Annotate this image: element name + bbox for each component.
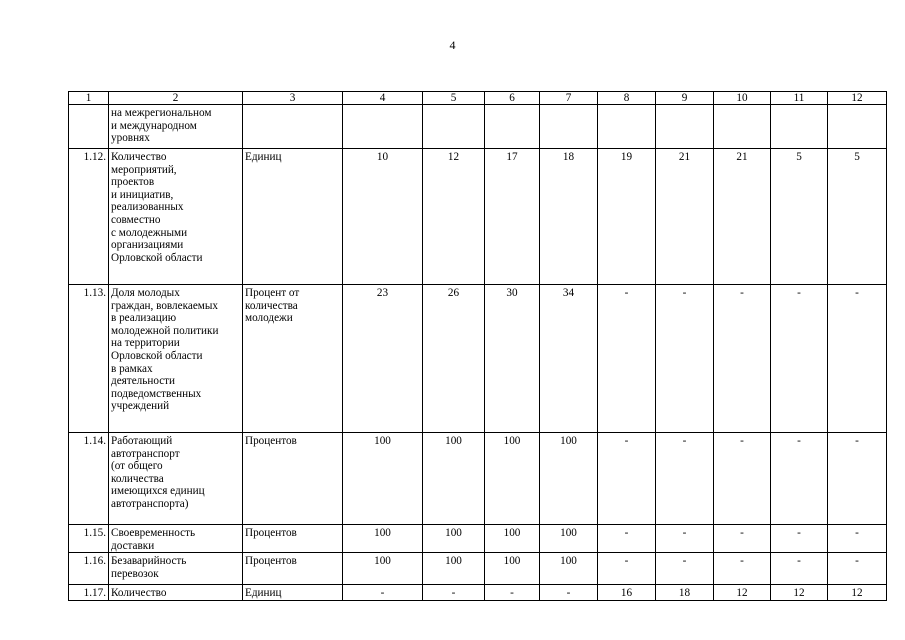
value-cell [656, 105, 714, 149]
value-cell: 100 [485, 553, 540, 585]
column-number: 9 [656, 92, 714, 105]
row-number-cell: 1.16. [69, 553, 109, 585]
unit-cell: Процентов [243, 553, 343, 585]
row-number-cell: 1.13. [69, 285, 109, 433]
table-row [69, 285, 887, 433]
value-cell: 100 [423, 433, 485, 525]
value-cell: - [828, 553, 887, 585]
column-number: 1 [69, 92, 109, 105]
indicator-name-cell: Своевременность доставки [109, 525, 243, 553]
column-number: 8 [598, 92, 656, 105]
value-cell: 10 [343, 149, 423, 285]
value-cell: - [771, 553, 828, 585]
value-cell: - [828, 285, 887, 433]
value-cell: - [714, 525, 771, 553]
value-cell: - [714, 285, 771, 433]
unit-cell: Процентов [243, 433, 343, 525]
column-number: 12 [828, 92, 887, 105]
indicator-name-cell: Количество [109, 585, 243, 601]
value-cell: - [828, 433, 887, 525]
value-cell: 100 [540, 553, 598, 585]
unit-cell: Процент от количества молодежи [243, 285, 343, 433]
row-number-cell: 1.14. [69, 433, 109, 525]
value-cell: 100 [343, 525, 423, 553]
value-cell: 100 [540, 433, 598, 525]
row-number-cell: 1.12. [69, 149, 109, 285]
value-cell: 100 [423, 525, 485, 553]
column-number: 11 [771, 92, 828, 105]
column-number: 2 [109, 92, 243, 105]
page-number: 4 [449, 38, 456, 52]
value-cell: - [828, 525, 887, 553]
indicator-name-cell: Количество мероприятий, проектов и инициатив, реализованных совместно с молодежными организациями Орловской области [109, 149, 243, 285]
indicator-name-cell: Работающий автотранспорт (от общего количества имеющихся единиц автотранспорта) [109, 433, 243, 525]
value-cell: 23 [343, 285, 423, 433]
column-number: 5 [423, 92, 485, 105]
value-cell [714, 105, 771, 149]
unit-cell: Единиц [243, 149, 343, 285]
row-number-cell: 1.17. [69, 585, 109, 601]
value-cell: - [598, 433, 656, 525]
indicator-name-cell: Безаварийность перевозок [109, 553, 243, 585]
value-cell: 12 [714, 585, 771, 601]
value-cell [485, 105, 540, 149]
value-cell: 17 [485, 149, 540, 285]
value-cell: 30 [485, 285, 540, 433]
table-row [69, 433, 887, 525]
column-number: 3 [243, 92, 343, 105]
value-cell: 100 [423, 553, 485, 585]
value-cell: - [540, 585, 598, 601]
value-cell: - [598, 285, 656, 433]
value-cell: 21 [714, 149, 771, 285]
value-cell: 100 [343, 553, 423, 585]
value-cell: 100 [343, 433, 423, 525]
value-cell: 12 [828, 585, 887, 601]
value-cell: - [598, 553, 656, 585]
value-cell: 100 [540, 525, 598, 553]
unit-cell: Процентов [243, 525, 343, 553]
value-cell [423, 105, 485, 149]
value-cell [540, 105, 598, 149]
value-cell: - [656, 525, 714, 553]
value-cell: - [656, 433, 714, 525]
value-cell: 18 [540, 149, 598, 285]
indicator-name-cell: Доля молодых граждан, вовлекаемых в реализацию молодежной политики на территории Орловской области в рамках деятельности подведомственных учреждений [109, 285, 243, 433]
value-cell: 5 [828, 149, 887, 285]
column-number: 6 [485, 92, 540, 105]
value-cell: 26 [423, 285, 485, 433]
column-number: 10 [714, 92, 771, 105]
value-cell: 100 [485, 433, 540, 525]
value-cell: - [343, 585, 423, 601]
value-cell: - [656, 553, 714, 585]
table-row [69, 585, 887, 601]
value-cell [598, 105, 656, 149]
value-cell [771, 105, 828, 149]
value-cell: - [771, 433, 828, 525]
value-cell: 5 [771, 149, 828, 285]
value-cell: - [423, 585, 485, 601]
value-cell: 16 [598, 585, 656, 601]
value-cell: - [771, 285, 828, 433]
table-row [69, 553, 887, 585]
value-cell: - [714, 553, 771, 585]
value-cell: 12 [771, 585, 828, 601]
unit-cell [243, 105, 343, 149]
value-cell [343, 105, 423, 149]
table-row [69, 105, 887, 149]
column-number-row [69, 92, 887, 105]
value-cell: - [656, 285, 714, 433]
unit-cell: Единиц [243, 585, 343, 601]
value-cell: - [485, 585, 540, 601]
table-row [69, 149, 887, 285]
value-cell: 18 [656, 585, 714, 601]
indicator-name-cell: на межрегиональном и международном уровнях [109, 105, 243, 149]
value-cell: - [714, 433, 771, 525]
value-cell: 12 [423, 149, 485, 285]
value-cell: - [771, 525, 828, 553]
row-number-cell: 1.15. [69, 525, 109, 553]
column-number: 4 [343, 92, 423, 105]
value-cell: - [598, 525, 656, 553]
indicators-table [68, 91, 887, 601]
value-cell: 100 [485, 525, 540, 553]
table-row [69, 525, 887, 553]
value-cell: 19 [598, 149, 656, 285]
value-cell: 21 [656, 149, 714, 285]
column-number: 7 [540, 92, 598, 105]
value-cell [828, 105, 887, 149]
row-number-cell [69, 105, 109, 149]
value-cell: 34 [540, 285, 598, 433]
